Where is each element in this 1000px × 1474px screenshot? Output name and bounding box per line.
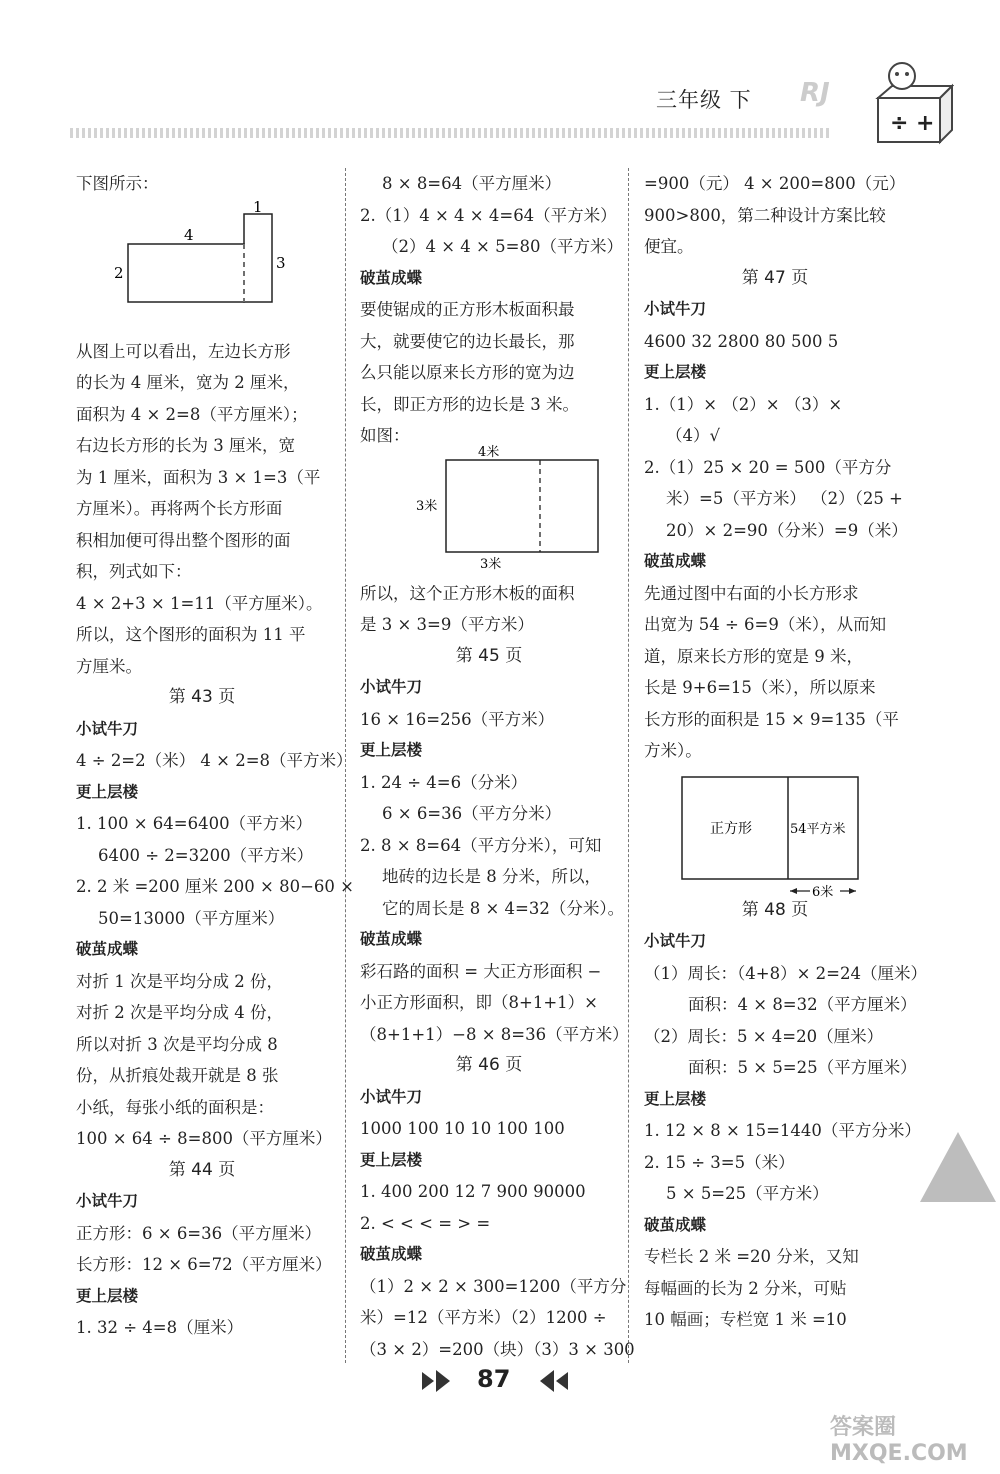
watermark: 答案圈 MXQE.COM xyxy=(830,1415,968,1466)
section-title: 更上层楼 xyxy=(644,363,707,381)
text-line: 长，即正方形的边长是 3 米。 xyxy=(360,394,579,414)
answer-line: 1. 400 200 12 7 900 90000 xyxy=(360,1182,586,1201)
text-line: 方厘米。 xyxy=(76,656,142,676)
text-line: 小纸，每张小纸的面积是： xyxy=(76,1097,274,1117)
fig1-right-label: 3 xyxy=(276,253,286,272)
section-title: 更上层楼 xyxy=(360,1150,423,1169)
fig3-square-label: 正方形 xyxy=(710,820,752,837)
text-line: 出宽为 54 ÷ 6=9（米），从而知 xyxy=(644,615,887,634)
answer-line: 20）× 2=90（分米）=9（米） xyxy=(666,520,908,540)
answer-line: 1. 32 ÷ 4=8（厘米） xyxy=(76,1318,244,1337)
page-heading-47: 第 47 页 xyxy=(741,267,809,288)
section-title: 小试牛刀 xyxy=(644,300,707,318)
section-title: 更上层楼 xyxy=(76,782,139,801)
section-title: 小试牛刀 xyxy=(76,1192,139,1210)
page-heading-46: 第 46 页 xyxy=(455,1055,523,1075)
section-title: 小试牛刀 xyxy=(360,1087,423,1106)
text-line: （1）2 × 2 × 300=1200（平方分 xyxy=(360,1276,627,1296)
text-line: 么只能以原来长方形的宽为边 xyxy=(360,363,575,382)
answer-line: 它的周长是 8 × 4=32（分米）。 xyxy=(382,898,625,918)
figure-l-shape xyxy=(76,200,328,336)
arrow-right-icon xyxy=(420,1368,464,1394)
text-line: 要使锯成的正方形木板面积最 xyxy=(360,300,575,319)
section-title: 破茧成蝶 xyxy=(360,930,423,948)
text-line: 便宜。 xyxy=(644,237,694,256)
page-heading-43: 第 43 页 xyxy=(168,687,236,707)
fig2-left-label: 3米 xyxy=(416,498,438,514)
text-line: 所以，这个图形的面积为 11 平 xyxy=(76,625,306,644)
fig2-bottom-label: 3米 xyxy=(480,556,502,570)
answer-line: 面积：4 × 8=32（平方厘米） xyxy=(688,995,917,1014)
column-2 xyxy=(360,168,635,1365)
column-3 xyxy=(644,168,927,1336)
fig1-long-label: 4 xyxy=(184,225,194,244)
text-line: （3 × 2）=200（块）（3）3 × 300 xyxy=(360,1339,635,1359)
fig3-bottom-label: 6米 xyxy=(812,884,834,899)
page-heading-45: 第 45 页 xyxy=(455,645,523,666)
section-title: 更上层楼 xyxy=(644,1089,707,1108)
answer-line: 地砖的边长是 8 分米，所以， xyxy=(382,867,601,886)
answer-line: 4 ÷ 2=2（米） 4 × 2=8（平方米） xyxy=(76,751,353,770)
page-header xyxy=(0,0,1000,150)
answer-line: 8 × 8=64（平方厘米） xyxy=(382,174,562,193)
answer-line: 面积：5 × 5=25（平方厘米） xyxy=(688,1058,917,1077)
page-number: 87 xyxy=(477,1365,511,1393)
answer-line: （2）周长：5 × 4=20（厘米） xyxy=(644,1026,884,1046)
text-line: 面积为 4 × 2=8（平方厘米）； xyxy=(76,404,308,424)
fig1-left-label: 2 xyxy=(114,263,124,282)
svg-text:÷: ÷ xyxy=(890,111,909,136)
figure-board xyxy=(360,444,618,578)
text-line: 对折 2 次是平均分成 4 份， xyxy=(76,1003,283,1022)
text-line: 份，从折痕处裁开就是 8 张 xyxy=(76,1066,279,1085)
section-title: 破茧成蝶 xyxy=(644,1215,707,1234)
answer-line: 米）=5（平方米） （2）（25 + xyxy=(666,489,903,508)
header-divider xyxy=(70,128,830,138)
section-title: 破茧成蝶 xyxy=(360,1245,423,1263)
section-title: 破茧成蝶 xyxy=(76,940,139,958)
answer-line: 2.（1）25 × 20 = 500（平方分 xyxy=(644,457,892,477)
answer-line: 6400 ÷ 2=3200（平方米） xyxy=(98,845,314,865)
text-line: 米）=12（平方米）（2）1200 ÷ xyxy=(360,1308,607,1327)
answer-line: 2. 15 ÷ 3=5（米） xyxy=(644,1152,795,1172)
text-line: 从图上可以看出，左边长方形 xyxy=(76,341,291,361)
figure-rectangle-split xyxy=(644,767,906,899)
column-1 xyxy=(76,168,354,1344)
text-line: 长是 9+6=15（米），所以原来 xyxy=(644,678,876,697)
answer-line: 2. < < < = > = xyxy=(360,1213,491,1233)
fig1-top-label: 1 xyxy=(253,199,263,216)
text-line: 为 1 厘米，面积为 3 × 1=3（平 xyxy=(76,467,321,487)
text-line: 方米）。 xyxy=(644,741,702,760)
answer-line: （2）4 × 4 × 5=80（平方米） xyxy=(382,237,623,256)
page-heading-44: 第 44 页 xyxy=(168,1159,236,1180)
answer-line: 2.（1）4 × 4 × 4=64（平方米） xyxy=(360,205,617,225)
answer-line: 1. 24 ÷ 4=6（分米） xyxy=(360,772,528,792)
answer-line: 1000 100 10 10 100 100 xyxy=(360,1119,565,1138)
decorative-triangle xyxy=(920,1132,996,1202)
answer-line: 1.（1）× （2）× （3）× xyxy=(644,394,843,414)
text-line: （8+1+1）−8 × 8=36（平方米） xyxy=(360,1024,629,1044)
mascot-icon xyxy=(862,50,954,146)
intro-text: 下图所示： xyxy=(76,174,159,193)
answer-line: 16 × 16=256（平方米） xyxy=(360,709,555,729)
section-title: 小试牛刀 xyxy=(76,719,139,738)
text-line: 彩石路的面积 = 大正方形面积 − xyxy=(360,961,602,981)
text-line: 的长为 4 厘米，宽为 2 厘米， xyxy=(76,373,300,392)
answer-line: 2. 8 × 8=64（平方分米），可知 xyxy=(360,835,602,855)
text-line: 方厘米）。再将两个长方形面 xyxy=(76,499,283,518)
text-line: 小正方形面积，即（8+1+1）× xyxy=(360,993,598,1012)
solution-lines xyxy=(76,336,328,683)
text-line: 道，原来长方形的宽是 9 米， xyxy=(644,646,863,666)
text-line: 先通过图中右面的小长方形求 xyxy=(644,583,859,603)
text-line: 大，就要使它的边长最长，那 xyxy=(360,331,575,351)
section-title: 小试牛刀 xyxy=(360,678,423,696)
answer-line: 4600 32 2800 80 500 5 xyxy=(644,331,839,351)
section-title: 破茧成蝶 xyxy=(360,268,423,287)
text-line: 如图： xyxy=(360,426,410,445)
text-line: 10 幅画；专栏宽 1 米 =10 xyxy=(644,1310,847,1329)
text-line: =900（元） 4 × 200=800（元） xyxy=(644,174,906,193)
text-line: 对折 1 次是平均分成 2 份， xyxy=(76,971,283,991)
text-line: 积，列式如下： xyxy=(76,562,192,581)
text-line: 长方形的面积是 15 × 9=135（平 xyxy=(644,709,899,729)
answer-line: 2. 2 米 =200 厘米 200 × 80−60 × xyxy=(76,877,354,896)
section-title: 破茧成蝶 xyxy=(644,552,707,570)
text-line: 所以对折 3 次是平均分成 8 xyxy=(76,1034,278,1054)
answer-line: （4）√ xyxy=(666,426,721,445)
section-title: 更上层楼 xyxy=(76,1286,139,1305)
section-title: 小试牛刀 xyxy=(644,932,707,950)
text-line: 专栏长 2 米 =20 分米，又知 xyxy=(644,1247,859,1266)
text-line: 每幅画的长为 2 分米，可贴 xyxy=(644,1278,847,1298)
answer-line: 长方形：12 × 6=72（平方厘米） xyxy=(76,1255,332,1274)
answer-line: 1. 100 × 64=6400（平方米） xyxy=(76,814,313,833)
text-line: 900>800，第二种设计方案比较 xyxy=(644,205,886,225)
section-title: 更上层楼 xyxy=(360,741,423,759)
answer-line: 正方形：6 × 6=36（平方厘米） xyxy=(76,1223,322,1243)
fig3-rect-label: 54平方米 xyxy=(790,821,846,837)
text-line: 所以，这个正方形木板的面积 xyxy=(360,583,575,603)
answer-line: 50=13000（平方厘米） xyxy=(98,908,285,928)
grade-label: 三年级 下 xyxy=(656,88,752,112)
answer-line: 1. 12 × 8 × 15=1440（平方分米） xyxy=(644,1121,921,1140)
text-line: 右边长方形的长为 3 厘米，宽 xyxy=(76,436,295,455)
text-line: 4 × 2+3 × 1=11（平方厘米）。 xyxy=(76,593,323,613)
fig2-top-label: 4米 xyxy=(478,444,500,460)
svg-text:+: + xyxy=(916,111,935,136)
text-line: 积相加便可得出整个图形的面 xyxy=(76,530,291,550)
answer-line: （1）周长：（4+8）× 2=24（厘米） xyxy=(644,963,927,983)
edition-badge: RJ xyxy=(800,78,830,108)
text-line: 100 × 64 ÷ 8=800（平方厘米） xyxy=(76,1129,332,1148)
text-line: 是 3 × 3=9（平方米） xyxy=(360,615,534,634)
answer-line: 5 × 5=25（平方米） xyxy=(666,1184,829,1203)
page-heading-48: 第 48 页 xyxy=(741,899,809,920)
column-divider-2 xyxy=(628,168,629,1363)
arrow-left-icon xyxy=(526,1368,570,1394)
answer-line: 6 × 6=36（平方分米） xyxy=(382,804,562,823)
